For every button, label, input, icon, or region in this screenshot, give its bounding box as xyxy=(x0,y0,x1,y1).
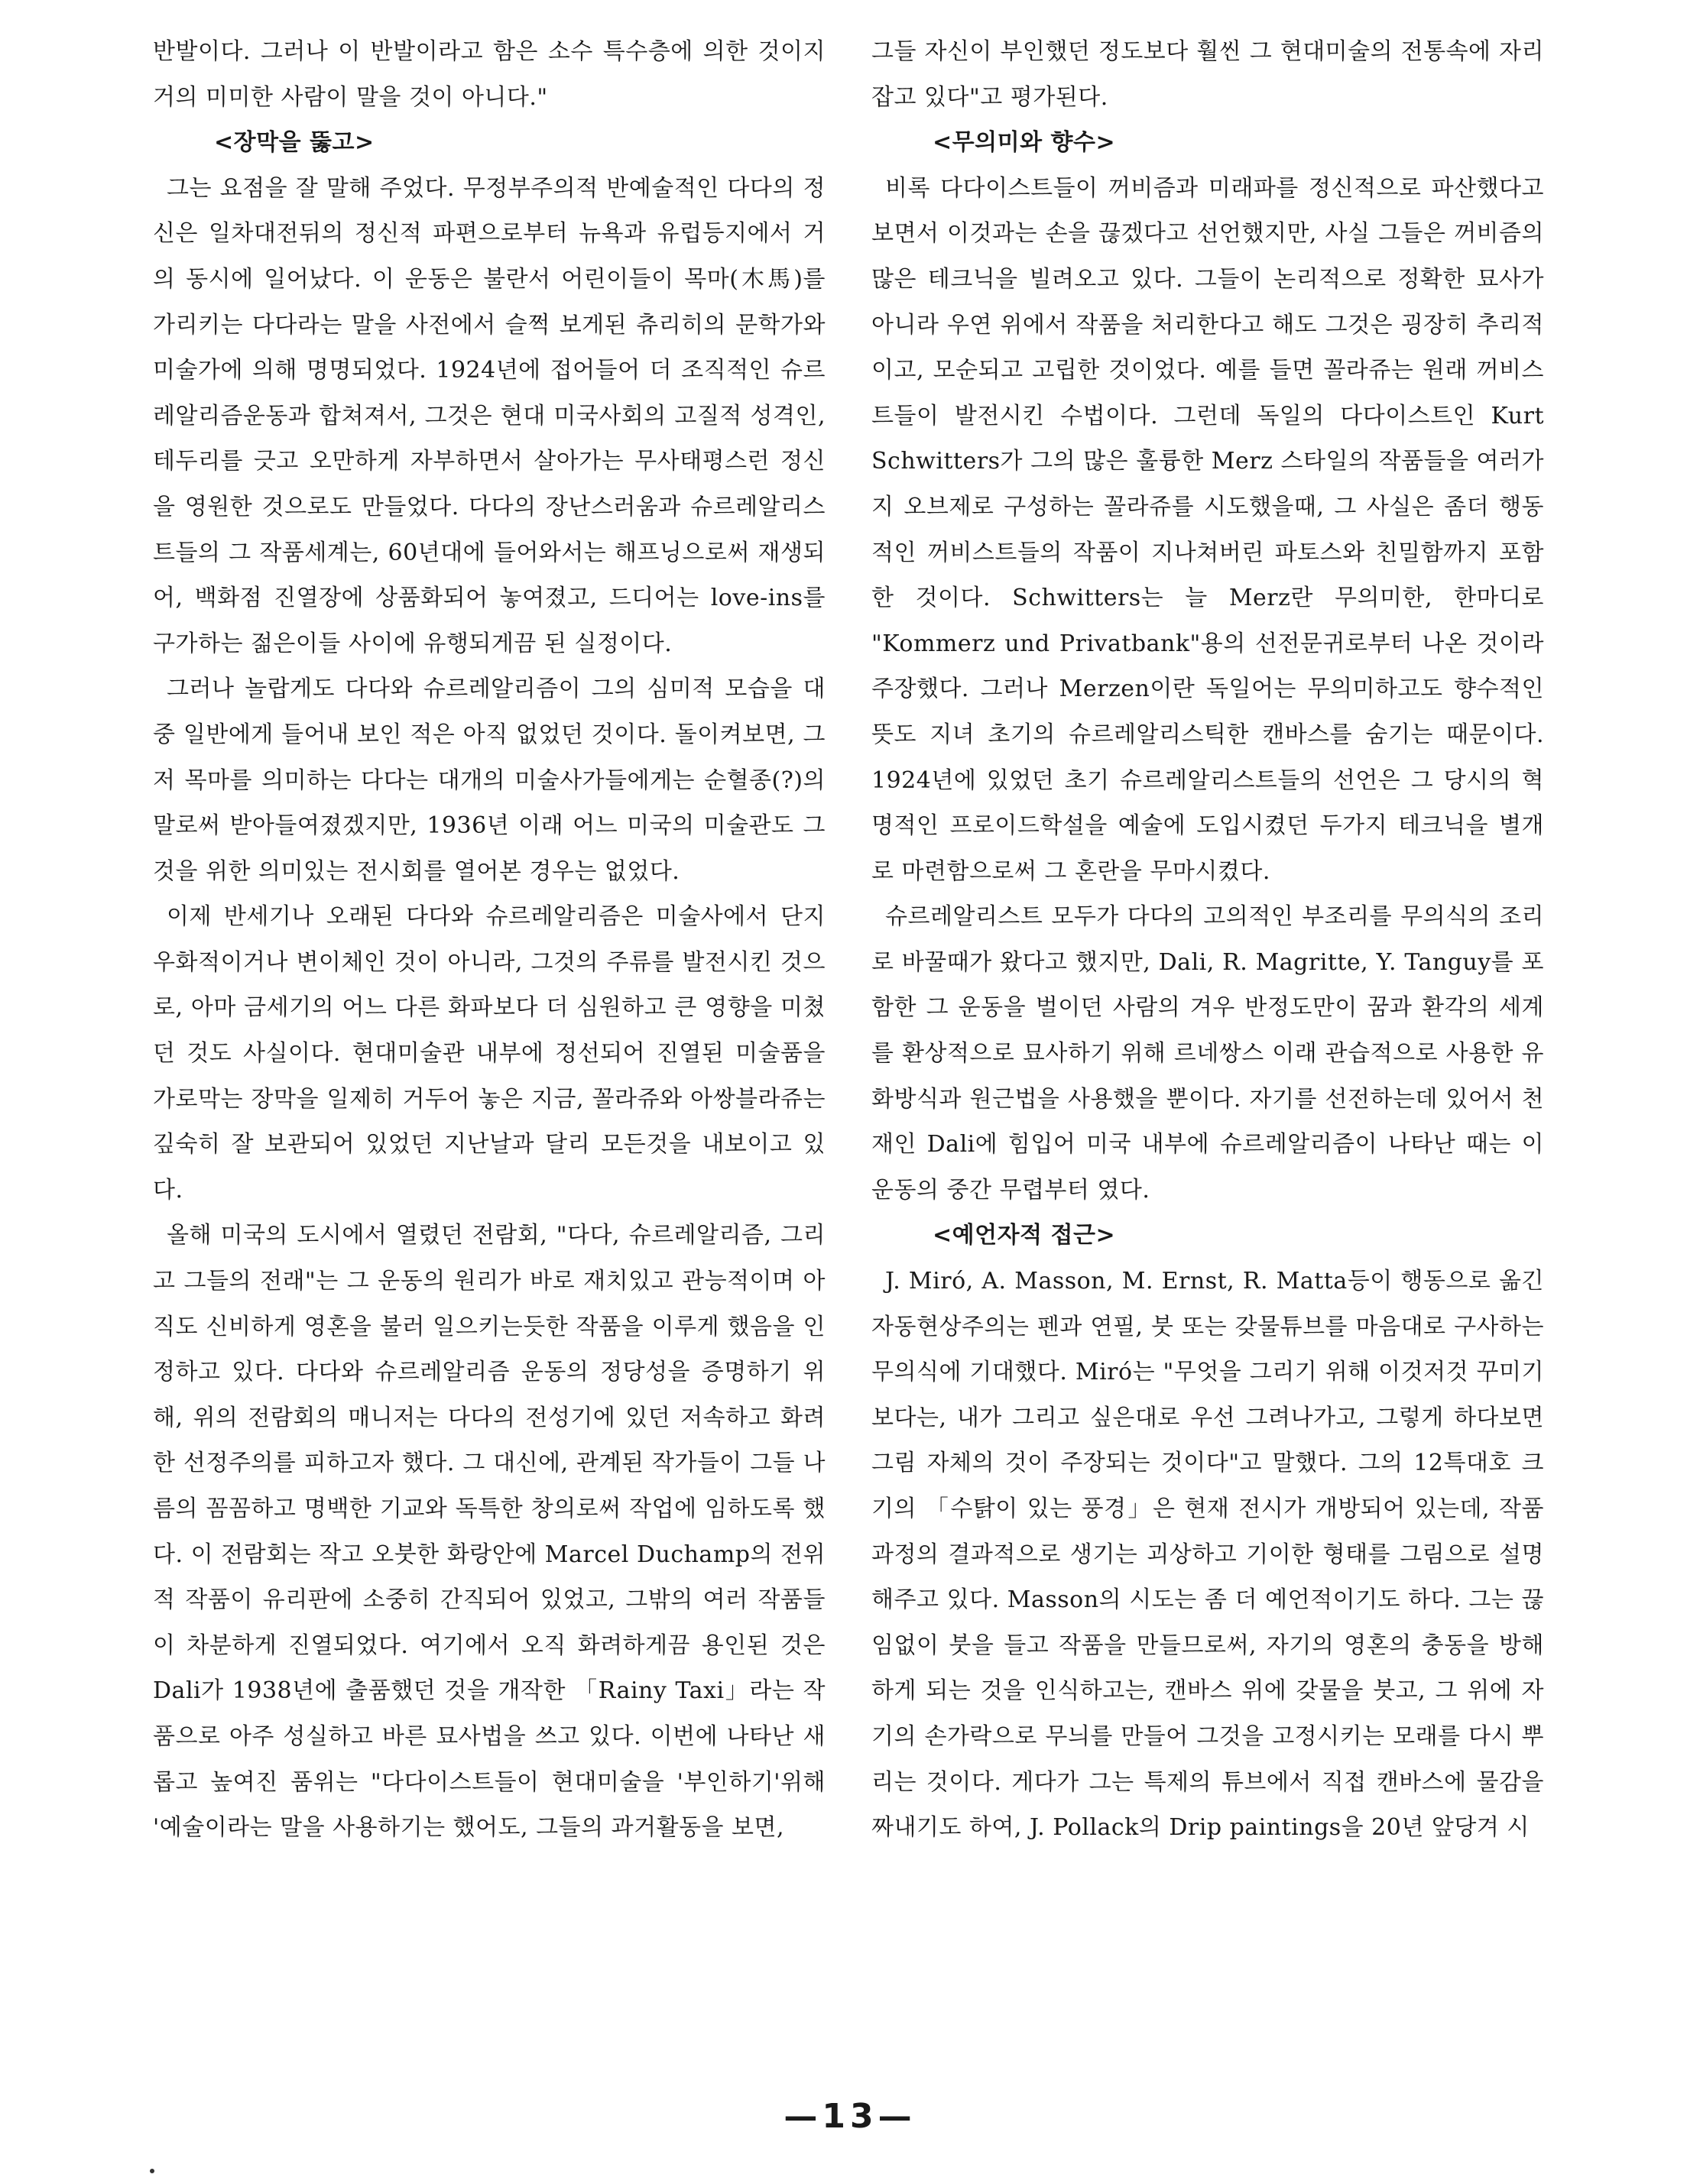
right-column xyxy=(871,29,1544,1851)
paragraph: 그는 요점을 잘 말해 주었다. 무정부주의적 반예술적인 다다의 정신은 일차대전뒤의 정신적 파편으로부터 뉴욕과 유럽등지에서 거의 동시에 일어났다. 이 운동은 불란서 어린이들이 목마(木馬)를 가리키는 다다라는 말을 사전에서 슬쩍 보게된 츄리히의 문학가와 미술가에 의해 명명되었다. 1924년에 접어들어 더 조직적인 슈르레알리즘운동과 합쳐져서, 그것은 현대 미국사회의 고질적 성격인, 테두리를 긋고 오만하게 자부하면서 살아가는 무사태평스런 정신을 영원한 것으로도 만들었다. 다다의 장난스러움과 슈르레알리스트들의 그 작품세계는, 60년대에 들어와서는 해프닝으로써 재생되어, 백화점 진열장에 상품화되어 놓여졌고, 드디어는 love-ins를 구가하는 젊은이들 사이에 유행되게끔 된 실정이다. xyxy=(153,174,826,657)
paragraph: 비록 다다이스트들이 꺼비즘과 미래파를 정신적으로 파산했다고 보면서 이것과는 손을 끊겠다고 선언했지만, 사실 그들은 꺼비즘의 많은 테크닉을 빌려오고 있다. 그들이 논리적으로 정확한 묘사가 아니라 우연 위에서 작품을 처리한다고 해도 그것은 굉장히 추리적이고, 모순되고 고립한 것이었다. 예를 들면 꼴라쥬는 원래 꺼비스트들이 발전시킨 수법이다. 그런데 독일의 다다이스트인 Kurt Schwitters가 그의 많은 훌륭한 Merz 스타일의 작품들을 여러가지 오브제로 구성하는 꼴라쥬를 시도했을때, 그 사실은 좀더 행동적인 꺼비스트들의 작품이 지나쳐버린 파토스와 친밀함까지 포함한 것이다. Schwitters는 늘 Merz란 무의미한, 한마디로 "Kommerz und Privatbank"용의 선전문귀로부터 나온 것이라 주장했다. 그러나 Merzen이란 독일어는 무의미하고도 향수적인 뜻도 지녀 초기의 슈르레알리스틱한 캔바스를 숨기는 때문이다. 1924년에 있었던 초기 슈르레알리스트들의 선언은 그 당시의 혁명적인 프로이드학설을 예술에 도입시켰던 두가지 테크닉을 별개로 마련함으로써 그 혼란을 무마시켰다. xyxy=(871,174,1544,885)
paragraph: 슈르레알리스트 모두가 다다의 고의적인 부조리를 무의식의 조리로 바꿀때가 왔다고 했지만, Dali, R. Magritte, Y. Tanguy를 포함한 그 운동을 벌이던 사람의 겨우 반정도만이 꿈과 환각의 세계를 환상적으로 묘사하기 위해 르네쌍스 이래 관습적으로 사용한 유화방식과 원근법을 사용했을 뿐이다. 자기를 선전하는데 있어서 천재인 Dali에 힘입어 미국 내부에 슈르레알리즘이 나타난 때는 이 운동의 중간 무렵부터 였다. xyxy=(871,903,1544,1204)
section-heading: <장막을 뚫고> xyxy=(214,129,375,157)
paragraph: 이제 반세기나 오래된 다다와 슈르레알리즘은 미술사에서 단지 우화적이거나 변이체인 것이 아니라, 그것의 주류를 발전시킨 것으로, 아마 금세기의 어느 다른 화파보다 더 심원하고 큰 영향을 미쳤던 것도 사실이다. 현대미술관 내부에 정선되어 진열된 미술품을 가로막는 장막을 일제히 거두어 놓은 지금, 꼴라쥬와 아쌍블라쥬는 깊숙히 잘 보관되어 있었던 지난날과 달리 모든것을 내보이고 있다. xyxy=(153,903,826,1204)
paragraph: 그러나 놀랍게도 다다와 슈르레알리즘이 그의 심미적 모습을 대중 일반에게 들어내 보인 적은 아직 없었던 것이다. 돌이켜보면, 그저 목마를 의미하는 다다는 대개의 미술사가들에게는 순혈종(?)의 말로써 받아들여졌겠지만, 1936년 이래 어느 미국의 미술관도 그것을 위한 의미있는 전시회를 열어본 경우는 없었다. xyxy=(153,676,826,885)
paragraph: 올해 미국의 도시에서 열렸던 전람회, "다다, 슈르레알리즘, 그리고 그들의 전래"는 그 운동의 원리가 바로 재치있고 관능적이며 아직도 신비하게 영혼을 불러 일으키는듯한 작품을 이루게 했음을 인정하고 있다. 다다와 슈르레알리즘 운동의 정당성을 증명하기 위해, 위의 전람회의 매니저는 다다의 전성기에 있던 저속하고 화려한 선정주의를 피하고자 했다. 그 대신에, 관계된 작가들이 그들 나름의 꼼꼼하고 명백한 기교와 독특한 창의로써 작업에 임하도록 했다. 이 전람회는 작고 오붓한 화랑안에 Marcel Duchamp의 전위적 작품이 유리판에 소중히 간직되어 있었고, 그밖의 여러 작품들이 차분하게 진열되었다. 여기에서 오직 화려하게끔 용인된 것은 Dali가 1938년에 출품했던 것을 개작한 「Rainy Taxi」라는 작품으로 아주 성실하고 바른 묘사법을 쓰고 있다. 이번에 나타난 새롭고 높여진 품위는 "다다이스트들이 현대미술을 '부인하기'위해 '예술이라는 말을 사용하기는 했어도, 그들의 과거활동을 보면, xyxy=(153,1222,826,1842)
paragraph: 그들 자신이 부인했던 정도보다 훨씬 그 현대미술의 전통속에 자리잡고 있다"고 평가된다. xyxy=(871,38,1544,111)
section-heading: <예언자적 접근> xyxy=(933,1222,1116,1249)
section-heading: <무의미와 향수> xyxy=(933,129,1116,157)
page-number: —13— xyxy=(783,2097,917,2136)
paragraph: J. Miró, A. Masson, M. Ernst, R. Matta등이 행동으로 옮긴 자동현상주의는 펜과 연필, 붓 또는 갖물튜브를 마음대로 구사하는 무의식에 기대했다. Miró는 "무엇을 그리기 위해 이것저것 꾸미기보다는, 내가 그리고 싶은대로 우선 그려나가고, 그렇게 하다보면 그림 자체의 것이 주장되는 것이다"고 말했다. 그의 12특대호 크기의 「수탉이 있는 풍경」은 현재 전시가 개방되어 있는데, 작품 과정의 결과적으로 생기는 괴상하고 기이한 형태를 그림으로 설명해주고 있다. Masson의 시도는 좀 더 예언적이기도 하다. 그는 끊임없이 붓을 들고 작품을 만들므로써, 자기의 영혼의 충동을 방해하게 되는 것을 인식하고는, 캔바스 위에 갖물을 붓고, 그 위에 자기의 손가락으로 무늬를 만들어 그것을 고정시키는 모래를 다시 뿌리는 것이다. 게다가 그는 특제의 튜브에서 직접 캔바스에 물감을 짜내기도 하여, J. Pollack의 Drip paintings을 20년 앞당겨 시 xyxy=(871,1268,1544,1842)
paragraph: 반발이다. 그러나 이 반발이라고 함은 소수 특수층에 의한 것이지 거의 미미한 사람이 말을 것이 아니다." xyxy=(153,38,826,111)
scan-speck xyxy=(150,2169,154,2173)
left-column xyxy=(153,29,826,1851)
